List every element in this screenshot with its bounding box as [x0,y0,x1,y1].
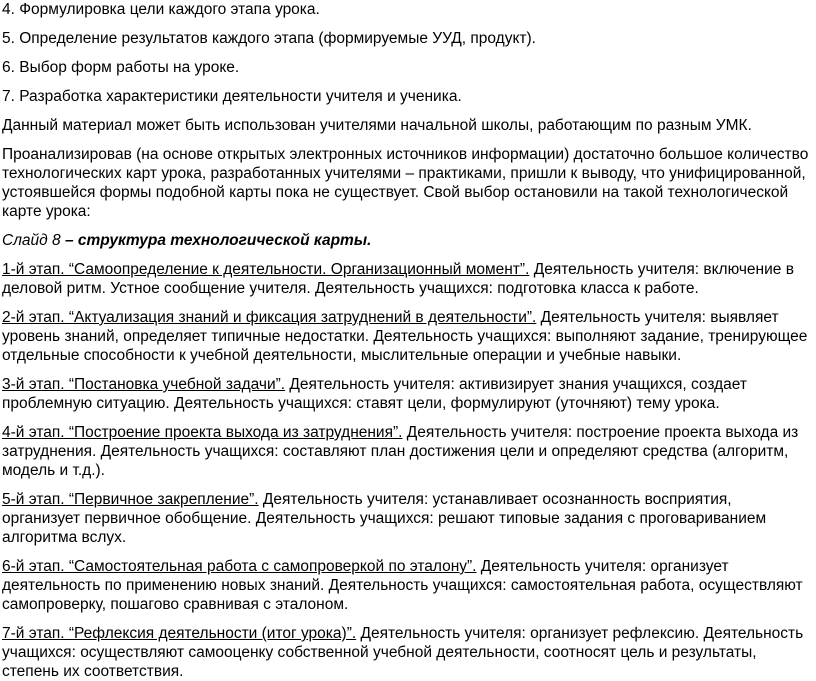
stage-heading: 5-й этап. “Первичное закрепление”. [2,491,259,508]
paragraph-umk: Данный материал может быть использован учителями начальной школы, работающим по разным УМК. [2,117,752,134]
stage-paragraph [2,375,812,413]
stage-heading: 4-й этап. “Построение проекта выхода из затруднения”. [2,424,403,441]
stage-heading: 1-й этап. “Самоопределение к деятельности. Организационный момент”. [2,261,530,278]
stage-heading: 2-й этап. “Актуализация знаний и фиксация затруднений в деятельности”. [2,309,537,326]
stage-text: Деятельность учителя: включение в деловой ритм. Устное сообщение учителя. Деятельность учащихся: подготовка класса к работе. [2,261,794,297]
slide-prefix: Слайд 8 [2,232,61,249]
stage-paragraph [2,557,812,614]
stage-heading: 7-й этап. “Рефлексия деятельности (итог урока)”. [2,625,357,642]
stage-paragraph [2,308,812,365]
stage-text: Деятельность учителя: выявляет уровень знаний, определяет типичные недостатки. Деятельность учащихся: выполняют задание, тренирующее отдельные способности к учебной деятельности, мыслительные операции и учебные навыки. [2,309,808,364]
slide-heading [2,231,812,250]
stage-text: Деятельность учителя: устанавливает осознанность восприятия, организует первичное обобщение. Деятельность учащихся: решают типовые задания с проговариванием алгоритма вслух. [2,491,767,546]
slide-title: – структура технологической карты. [60,232,372,249]
paragraph-analysis: Проанализировав (на основе открытых электронных источников информации) достаточно большое количество технологических карт урока, разработанных учителями – практиками, пришли к выводу, что унифицированной, устоявшейся формы подобной карты пока не существует. Свой выбор остановили на такой технологической карте урока: [2,146,809,220]
stage-heading: 6-й этап. “Самостоятельная работа с самопроверкой по эталону”. [2,558,477,575]
intro-item: 6. Выбор форм работы на уроке. [2,59,240,76]
intro-item: 5. Определение результатов каждого этапа (формируемые УУД, продукт). [2,30,536,47]
intro-item: 7. Разработка характеристики деятельности учителя и ученика. [2,88,462,105]
stage-paragraph [2,490,812,547]
intro-item: 4. Формулировка цели каждого этапа урока. [2,1,320,18]
stage-paragraph [2,260,812,298]
stage-text: Деятельность учителя: организует рефлексию. Деятельность учащихся: осуществляют самооценку собственной учебной деятельности, соотносят цель и результаты, степень их соответствия. [2,625,804,680]
stage-heading: 3-й этап. “Постановка учебной задачи”. [2,376,286,393]
stage-paragraph [2,624,812,681]
stage-text: Деятельность учителя: организует деятельность по применению новых знаний. Деятельность учащихся: самостоятельная работа, осуществляют самопроверку, пошагово сравнивая с эталоном. [2,558,803,613]
stage-text: Деятельность учителя: построение проекта выхода из затруднения. Деятельность учащихся: составляют план достижения цели и определяют средства (алгоритм, модель и т.д.). [2,424,799,479]
stage-paragraph [2,423,812,480]
stage-text: Деятельность учителя: активизирует знания учащихся, создает проблемную ситуацию. Деятельность учащихся: ставят цели, формулируют (уточняют) тему урока. [2,376,747,412]
